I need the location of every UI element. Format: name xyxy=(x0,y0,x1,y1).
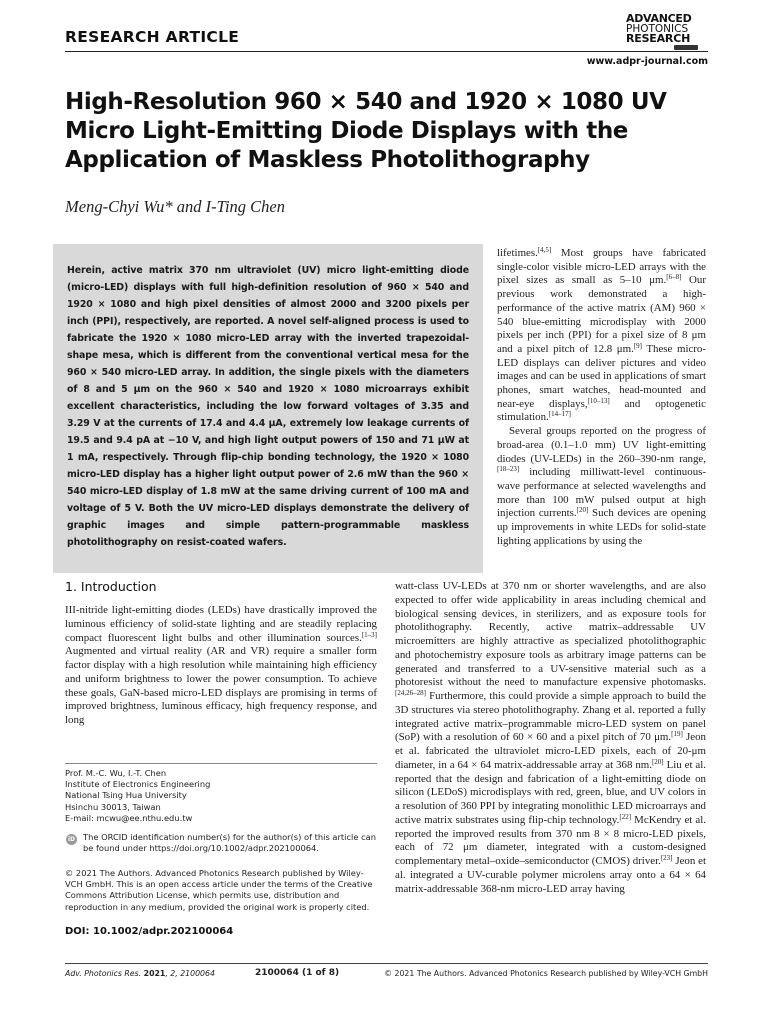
footer-copyright: © 2021 The Authors. Advanced Photonics Research published by Wiley-VCH GmbH xyxy=(384,969,708,978)
author-affiliation: Prof. M.-C. Wu, I.-T. Chen Institute of Electronics Engineering National Tsing Hua University Hsinchu 30013, Taiwan E-mail: mcwu@ee.nthu.edu.tw xyxy=(65,768,377,824)
footer-citation: Adv. Photonics Res. 2021, 2, 2100064 xyxy=(65,969,215,978)
citation-link[interactable]: [4,5] xyxy=(537,246,552,254)
orcid-text: The ORCID identification number(s) for the author(s) of this article can be found under https://doi.org/10.1002/adpr.202100064. xyxy=(83,832,376,854)
paragraph: lifetimes.[4,5] Most groups have fabricated single-color visible micro-LED arrays with the pixel sizes as small as 5–10 μm.[6–8] Our previous work demonstrated a high-performance of the active matrix (AM) 960 × 540 blue-emitting microdisplay with 2000 pixels per inch (PPI) for a pixel size of 8 μm and a pixel pitch of 12.8 μm.[9] These micro-LED displays can deliver pictures and video images and can be used in applications of smart phones, smart watches, head-mounted and near-eye displays,[10–13] and optogenetic stimulation.[14–17] xyxy=(497,246,707,424)
paragraph: Several groups reported on the progress of broad-area (0.1–1.0 mm) UV light-emitting diodes (UV-LEDs) in the 260–390-nm range,[18–23] including milliwatt-level continuous-wave performance at selected wavelengths and more than 100 mW pulsed output at high injection currents.[20] Such devices are opening up improvements in white LEDs for solid-state lighting applications by using the xyxy=(497,425,706,547)
doi-label[interactable]: DOI: 10.1002/adpr.202100064 xyxy=(65,926,234,937)
logo-line-3: RESEARCH xyxy=(626,32,691,45)
header-rule xyxy=(65,51,708,52)
introduction-text: III-nitride light-emitting diodes (LEDs) have drastically improved the luminous efficiency of solid-state lighting and are steadily replacing compact fluorescent light bulbs and other illumination sources.[1–3] Augmented and virtual reality (AR and VR) require a smaller form factor display with a high resolution while maintaining high efficiency and uniform brightness to lower the power consumption. To achieve these goals, GaN-based micro-LED displays are promising in terms of improved brightness, luminous efficacy, high frequency response, and long xyxy=(65,604,377,726)
citation-link[interactable]: [18–23] xyxy=(497,465,520,474)
article-type-label: RESEARCH ARTICLE xyxy=(65,28,240,46)
citation-link[interactable]: [23] xyxy=(660,854,673,862)
citation-link[interactable]: [19] xyxy=(671,730,683,739)
citation-link[interactable]: [6–8] xyxy=(666,273,682,282)
section-heading: 1. Introduction xyxy=(65,579,157,594)
abstract-text: Herein, active matrix 370 nm ultraviolet (UV) micro light-emitting diode (micro-LED) displays with full high-definition resolution of 960 × 540 and 1920 × 1080 and high pixel densities of almost 2000 and 3200 pixels per inch (PPI), respectively, are reported. A novel self-aligned process is used to fabricate the 1920 × 1080 micro-LED array with the inverted trapezoidal-shape mesa, which is different from the conventional vertical mesa for the 960 × 540 micro-LED array. In addition, the single pixels with the diameters of 8 and 5 μm on the 960 × 540 and 1920 × 1080 microarrays exhibit excellent characteristics, including the low forward voltages of 3.35 and 3.29 V at the currents of 17.4 and 4.4 μA, extremely low leakage currents of 19.5 and 9.4 pA at −10 V, and high light output powers of 150 and 71 μW at 1 mA, respectively. Through flip-chip bonding technology, the 1920 × 1080 micro-LED display has a higher light output power of 2.6 mW than the 960 × 540 micro-LED display of 1.8 mW at the same driving current of 100 mA and voltage of 5 V. Both the UV micro-LED displays demonstrate the delivery of graphic images and simple pattern-programmable maskless photolithography on resist-coated wafers. xyxy=(67,265,469,548)
page-number: 2100064 (1 of 8) xyxy=(255,968,340,978)
footnote-rule xyxy=(65,763,377,764)
orcid-note xyxy=(65,832,377,854)
footer-rule xyxy=(65,963,708,964)
license-note: © 2021 The Authors. Advanced Photonics Research published by Wiley-VCH GmbH. This is an open access article under the terms of the Creative Commons Attribution License, which permits use, distribution and reproduction in any medium, provided the original work is properly cited. xyxy=(65,868,373,912)
article-title: High-Resolution 960 × 540 and 1920 × 1080 UV Micro Light-Emitting Diode Displays with the Application of Maskless Photolithography xyxy=(65,89,667,173)
author-list: Meng-Chyi Wu* and I-Ting Chen xyxy=(65,197,285,216)
citation-link[interactable]: [22] xyxy=(619,812,632,821)
journal-url-link[interactable]: www.adpr-journal.com xyxy=(586,56,708,67)
logo-line-2: PHOTONICS xyxy=(626,23,689,35)
abstract-box xyxy=(53,244,483,573)
logo-badge xyxy=(674,45,698,50)
citation-link[interactable]: [24,26–28] xyxy=(395,689,426,697)
citation-link[interactable]: [1–3] xyxy=(361,630,377,639)
orcid-icon[interactable]: iD xyxy=(67,836,76,843)
citation-link[interactable]: [20] xyxy=(651,757,664,766)
citation-link[interactable]: [10–13] xyxy=(587,396,610,405)
citation-link[interactable]: [14–17] xyxy=(548,410,571,419)
citation-link[interactable]: [20] xyxy=(576,506,589,515)
logo-line-1: ADVANCED xyxy=(626,12,692,25)
right-column-body: watt-class UV-LEDs at 370 nm or shorter wavelengths, and are also expected to offer wide applicability in areas including chemical and biological sensing devices, in sterilizers, and as exposure tools for photolithography. Recently, active matrix–addressable UV microemitters are highly attractive as specialized photolithographic and photochemistry exposure tools as arbitrary image patterns can be generated and transferred to a UV-sensitive material such as a photoresist without the need to manufacture expensive photomasks.[24,26–28] Furthermore, this could provide a simple approach to build the 3D structures via stereo photolithography. Zhang et al. reported a fully integrated active matrix–programmable micro-LED system on panel (SoP) with a resolution of 60 × 60 and a pixel pitch of 70 μm.[19] Jeon et al. fabricated the ultraviolet micro-LED pixels, each of 20-μm diameter, in a 64 × 64 matrix-addressable array at 368 nm.[20] Liu et al. reported that the design and fabrication of a light-emitting diode on silicon (LEDoS) microdisplays with red, green, blue, and UV colors in a resolution of 360 PPI by integrating monolithic LED microarrays and active matrix substrates using flip-chip technology.[22] McKendry et al. reported the improved results from 370 nm 8 × 8 micro-LED pixels, each of 72 μm diameter, integrated with a custom-designed complementary metal–oxide–semiconductor (CMOS) driver.[23] Jeon et al. integrated a UV-curable polymer microlens array onto a 64 × 64 matrix-addressable 368-nm micro-LED array having xyxy=(395,580,707,895)
right-column-top xyxy=(497,247,706,548)
journal-logo xyxy=(626,14,708,50)
citation-link[interactable]: [9] xyxy=(633,341,642,350)
email-link[interactable]: E-mail: mcwu@ee.nthu.edu.tw xyxy=(65,812,193,823)
